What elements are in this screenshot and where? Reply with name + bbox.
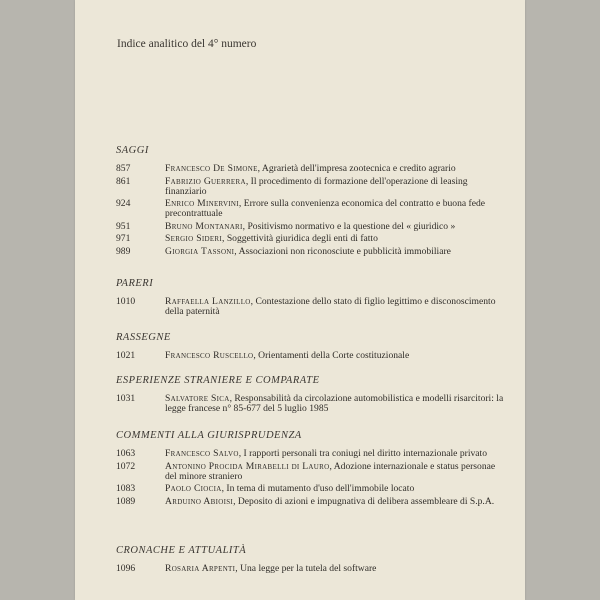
page-number: 1096 (116, 563, 136, 574)
index-entry (116, 297, 505, 317)
entry-title: , Errore sulla convenienza economica del contratto e buona fede precontrattuale (165, 198, 486, 219)
index-entry (116, 164, 505, 174)
author-name: Arduino Abioisi (165, 495, 234, 507)
page-number: 1089 (116, 495, 136, 507)
index-entry (116, 351, 505, 361)
section-title: SAGGI (116, 145, 149, 156)
section-rassegne (116, 332, 505, 364)
section-commenti (116, 430, 505, 509)
entry-title: , In tema di mutamento d'uso dell'immobile locato (221, 483, 415, 494)
index-entry (116, 394, 505, 414)
page-number: 1063 (116, 448, 136, 459)
section-pareri (116, 278, 505, 320)
entry-title: , Il procedimento di formazione dell'operazione di leasing finanziario (165, 175, 468, 197)
index-entry (116, 234, 505, 244)
author-name: Fabrizio Guerrera (165, 175, 246, 187)
author-name: Bruno Montanari (165, 220, 243, 232)
page-number: 857 (116, 163, 131, 174)
section-cronache (116, 545, 505, 577)
author-name: Salvatore Sica (165, 393, 230, 404)
section-title: PARERI (116, 278, 154, 289)
index-entry (116, 462, 505, 482)
index-entry (116, 564, 505, 574)
entry-title: , Agrarietà dell'impresa zootecnica e credito agrario (257, 163, 456, 174)
section-title: COMMENTI ALLA GIURISPRUDENZA (116, 430, 302, 441)
entry-title: , Contestazione dello stato di figlio legittimo e disconoscimento della paternità (165, 296, 496, 317)
entry-title: , Associazioni non riconosciute e pubblicità immobiliare (234, 245, 451, 257)
author-name: Francesco Ruscello (165, 350, 254, 361)
page-number: 1083 (116, 483, 136, 494)
section-esperienze (116, 375, 505, 417)
author-name: Sergio Sideri (165, 233, 223, 244)
section-title: CRONACHE E ATTUALITÀ (116, 545, 247, 556)
entry-title: , Orientamenti della Corte costituzionale (253, 350, 410, 361)
page-number: 861 (116, 175, 131, 187)
section-saggi (116, 145, 505, 259)
section-title: ESPERIENZE STRANIERE E COMPARATE (116, 375, 320, 386)
author-name: Enrico Minervini (165, 198, 239, 209)
page-title: Indice analitico del 4° numero (117, 38, 257, 50)
page-number: 989 (116, 245, 131, 257)
author-name: Giorgia Tassoni (165, 245, 235, 257)
page-number: 924 (116, 198, 131, 209)
page-number: 1031 (116, 393, 136, 404)
entry-title: , I rapporti personali tra coniugi nel diritto internazionale privato (238, 448, 488, 459)
page-number: 1010 (116, 296, 136, 307)
index-entry (116, 497, 505, 507)
page-number: 971 (116, 233, 131, 244)
page-number: 951 (116, 220, 131, 232)
author-name: Antonino Procida Mirabelli di Lauro (165, 460, 330, 472)
author-name: Paolo Ciocia (165, 483, 222, 494)
index-entry (116, 484, 505, 494)
author-name: Francesco Salvo (165, 448, 239, 459)
section-title: RASSEGNE (116, 332, 171, 343)
index-entry (116, 449, 505, 459)
index-entry (116, 247, 505, 257)
entry-title: , Deposito di azioni e impugnativa di delibera assembleare di S.p.A. (233, 495, 495, 507)
page-number: 1021 (116, 350, 136, 361)
entry-title: , Positivismo normativo e la questione del « giuridico » (242, 220, 456, 232)
author-name: Francesco De Simone (165, 163, 258, 174)
index-entry (116, 222, 505, 232)
entry-title: , Adozione internazionale e status personae del minore straniero (165, 460, 496, 482)
author-name: Rosaria Arpenti (165, 563, 236, 574)
entry-title: , Soggettività giuridica degli enti di fatto (222, 233, 378, 244)
index-entry (116, 199, 505, 219)
entry-title: , Responsabilità da circolazione automobilistica e modelli risarcitori: la legge francese n° 85-677 del 5 luglio 1985 (165, 393, 504, 414)
entry-title: , Una legge per la tutela del software (235, 563, 377, 574)
index-entry (116, 177, 505, 197)
page-number: 1072 (116, 460, 136, 472)
author-name: Raffaella Lanzillo (165, 296, 251, 307)
